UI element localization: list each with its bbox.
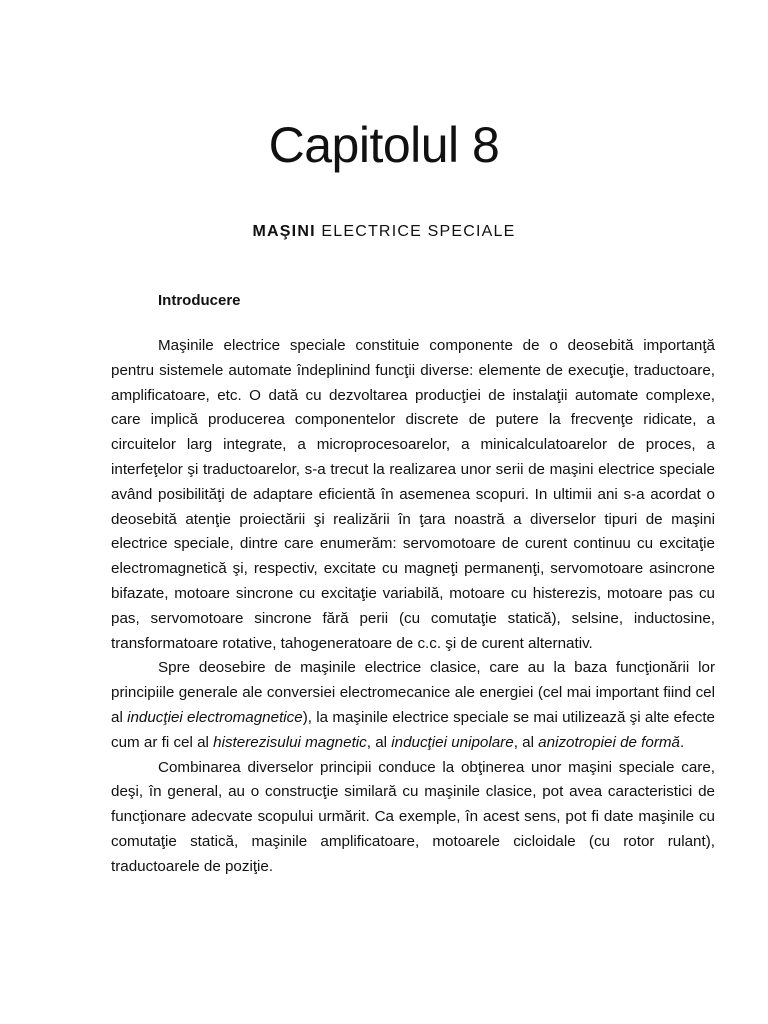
paragraph-2-part-d: , al	[513, 733, 539, 751]
paragraph-2-part-c: , al	[366, 733, 392, 751]
paragraph-2-part-a: Spre deosebire de maşinile electrice clasice, care au la baza funcţionării lor principiile generale ale conversiei electromecanice ale energiei (cel mai important fiind cel al	[111, 659, 715, 726]
subtitle-word-2: ELECTRICE	[315, 223, 422, 240]
paragraph-2-emphasis-4: anizotropiei de formă	[538, 733, 680, 751]
chapter-title: Capitolul 8	[268, 117, 500, 173]
subtitle-word-3: SPECIALE	[421, 223, 516, 240]
paragraph-2-part-b: ), la maşinile electrice speciale se mai utilizează şi alte efecte cum ar fi cel al	[111, 708, 715, 751]
paragraph-3: Combinarea diverselor principii conduce la obţinerea unor maşini speciale care, deşi, în general, au o construcţie similară cu maşinile clasice, pot avea caracteristici de funcţionare adecvate scopului urmărit. Ca exemple, în acest sens, pot fi date maşinile cu comutaţie statică, maşinile amplificatoare, motoarele cicloidale (cu rotor rulant), traductoarele de poziţie.	[111, 758, 715, 875]
paragraph-1: Maşinile electrice speciale constituie componente de o deosebită importanţă pentru sistemele automate îndeplinind funcţii diverse: elemente de execuţie, traductoare, amplificatoare, etc. O dată cu dezvoltarea producţiei de instalaţii automate complexe, care implică producerea componentelor discrete de putere la frecvenţe ridicate, a circuitelor larg integrate, a microprocesoarelor, a minicalculatoarelor de proces, a interfeţelor şi traductoarelor, s-a trecut la realizarea unor serii de maşini electrice speciale având posibilităţi de adaptare eficientă în asemenea scopuri. In ultimii ani s-a acordat o deosebită atenţie proiectării şi realizării în ţara noastră a diverselor tipuri de maşini electrice speciale, dintre care enumerăm: servomotoare de curent continuu cu excitaţie electromagnetică şi, respectiv, excitate cu magneţi permanenţi, servomotoare asincrone bifazate, motoare sincrone cu excitaţie variabilă, motoare cu histerezis, motoare pas cu pas, servomotoare sincrone fără perii (cu comutaţie statică), selsine, inductosine, transformatoare rotative, tahogeneratoare de c.c. şi de curent alternativ.	[111, 337, 715, 652]
paragraph-2-emphasis-2: histerezisului magnetic	[213, 733, 367, 751]
section-heading: Introducere	[158, 292, 241, 309]
subtitle-word-1: MAŞINI	[252, 223, 316, 240]
paragraph-2-emphasis-1: inducţiei electromagnetice	[127, 708, 303, 726]
paragraph-2	[111, 656, 715, 755]
paragraph-2-part-e: .	[680, 733, 685, 751]
paragraph-2-emphasis-3: inducţiei unipolare	[391, 733, 514, 751]
chapter-subtitle	[0, 220, 768, 244]
body-text	[111, 334, 715, 880]
